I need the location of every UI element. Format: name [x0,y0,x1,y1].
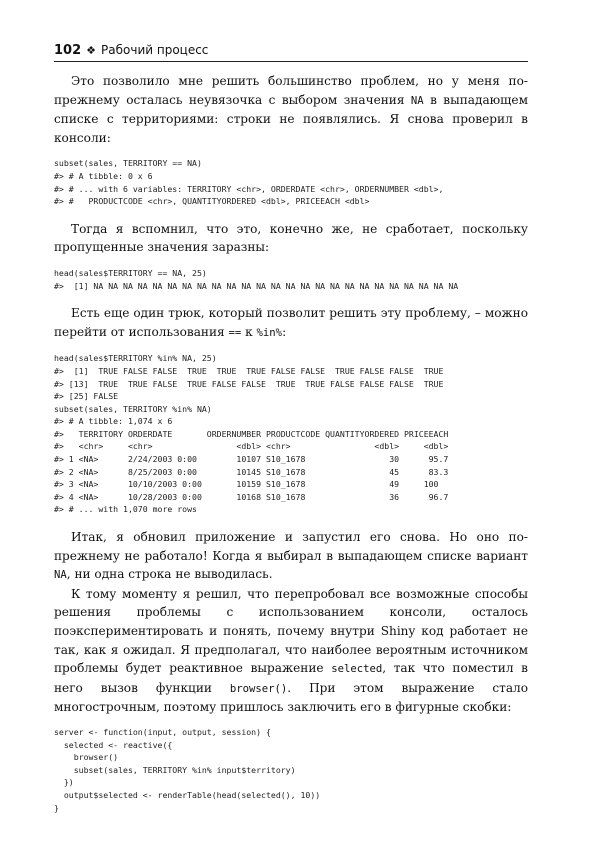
section-title: Рабочий процесс [101,43,209,57]
paragraph-4: Итак, я обновил приложение и запустил его снова. Но оно по-прежнему не работало! Когда я выбирал в выпадающем списке вариант NA, ни одна строка не выводилась. [54,530,528,582]
paragraph-1: Это позволило мне решить большинство проблем, но у меня по-прежнему осталась неувязочка с выбором значения NA в выпадающем списке с территориями: строки не появлялись. Я снова проверил в консоли: [54,74,528,145]
code-block-1: subset(sales, TERRITORY == NA) #> # A tibble: 0 x 6 #> # ... with 6 variables: TERRITORY <chr>, ORDERDATE <chr>, ORDERNUMBER <dbl>, #> # PRODUCTCODE <chr>, QUANTITYORDERED <dbl>, PRICEEACH <dbl> [54,158,444,207]
header-rule [54,61,528,62]
ornament-icon: ❖ [86,43,97,57]
page-content [54,72,528,814]
code-block-3: head(sales$TERRITORY %in% NA, 25) #> [1] TRUE FALSE FALSE TRUE TRUE TRUE FALSE FALSE TRUE FALSE FALSE TRUE #> [13] TRUE TRUE FALSE TRUE FALSE FALSE TRUE TRUE FALSE FALSE FALSE TRUE #> [25] FALSE subset(sales, TERRITORY %in% NA) #> # A tibble: 1,074 x 6 #> TERRITORY ORDERDATE ORDERNUMBER PRODUCTCODE QUANTITYORDERED PRICEEACH #> <chr> <chr> <dbl> <chr> <dbl> <dbl> #> 1 <NA> 2/24/2003 0:00 10107 S10_1678 30 95.7 #> 2 <NA> 8/25/2003 0:00 10145 S10_1678 45 83.3 #> 3 <NA> 10/10/2003 0:00 10159 S10_1678 49 100 #> 4 <NA> 10/28/2003 0:00 10168 S10_1678 36 96.7 #> # ... with 1,070 more rows [54,353,449,515]
inline-code: NA [54,569,67,582]
code-block-2: head(sales$TERRITORY == NA, 25) #> [1] NA NA NA NA NA NA NA NA NA NA NA NA NA NA NA NA NA NA NA NA NA NA NA NA NA [54,267,459,291]
paragraph-3: Есть еще один трюк, который позволит решить эту проблему, – можно перейти от использования == к %in%: [54,306,528,339]
paragraph-5: К тому моменту я решил, что перепробовал все возможные способы решения проблемы с использованием консоли, осталось поэкспериментировать и понять, почему внутри Shiny код работает не так, как я ожидал. Я предполагал, что наиболее вероятным источником проблемы будет реактивное выражение selected, так что поместил в него вызов функции browser(). При этом выражение стало многострочным, поэтому пришлось заключить его в фигурные скобки: [54,586,528,715]
paragraph-2: Тогда я вспомнил, что это, конечно же, не сработает, поскольку пропущенные значения заразны: [54,221,528,255]
inline-code: == [228,326,242,339]
running-header [54,40,528,60]
code-block-4: server <- function(input, output, session) { selected <- reactive({ browser() subset(sales, TERRITORY %in% input$territory) }) output$selected <- renderTable(head(selected(), 10)) } [54,726,321,813]
inline-code: %in% [256,326,283,339]
page-number: 102 [54,42,82,58]
inline-code: browser() [229,682,288,695]
inline-code: NA [410,94,424,107]
inline-code: selected [331,663,383,676]
